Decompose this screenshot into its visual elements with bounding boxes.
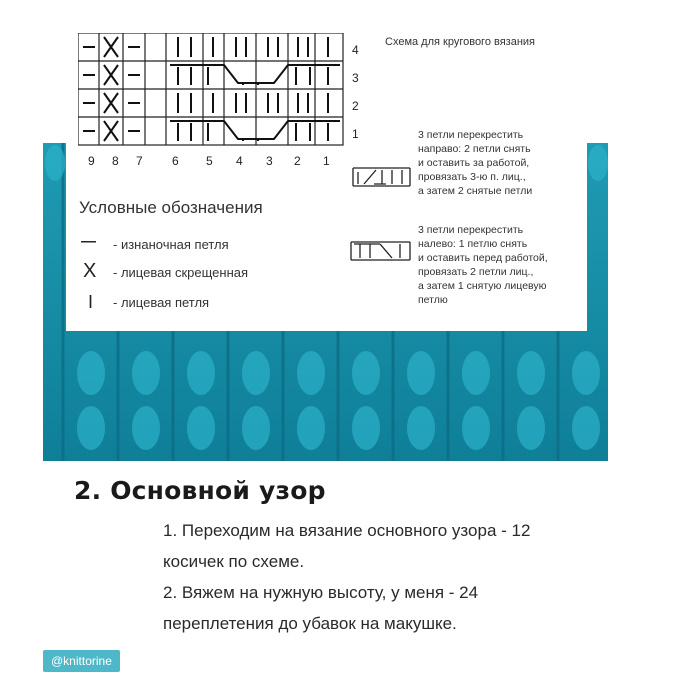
purl-symbol: — <box>81 233 96 250</box>
knitting-chart <box>78 33 368 173</box>
left-cross-icon <box>350 240 412 262</box>
section-title: 2. Основной узор <box>74 476 326 505</box>
author-tag[interactable]: @knittorine <box>43 650 120 672</box>
row-number: 2 <box>352 99 359 113</box>
note-line: провязать 2 петли лиц., <box>418 266 534 278</box>
right-cross-icon <box>352 166 412 188</box>
note-line: петлю <box>418 294 448 306</box>
column-number: 9 <box>88 154 95 168</box>
legend-label-knit: - лицевая петля <box>113 295 210 310</box>
column-number: 2 <box>294 154 301 168</box>
chart-title: Схема для кругового вязания <box>385 36 536 48</box>
note-line: 3 петли перекрестить <box>418 129 524 141</box>
note-left-cross <box>418 223 548 307</box>
column-number: 4 <box>236 154 243 168</box>
column-number: 6 <box>172 154 179 168</box>
row-number: 1 <box>352 127 359 141</box>
row-numbers <box>352 36 364 148</box>
legend-label-purl: - изнаночная петля <box>113 237 229 252</box>
note-line: направо: 2 петли снять <box>418 143 531 155</box>
step-line: 2. Вяжем на нужную высоту, у меня - 24 <box>163 583 479 602</box>
legend-label-twisted: - лицевая скрещенная <box>113 265 249 280</box>
row-number: 3 <box>352 71 359 85</box>
cross-symbol: X <box>83 260 97 282</box>
row-number: 4 <box>352 43 359 57</box>
column-number: 5 <box>206 154 213 168</box>
step-line: переплетения до убавок на макушке. <box>163 614 457 633</box>
note-line: провязать 3-ю п. лиц., <box>418 171 526 183</box>
step-line: 1. Переходим на вязание основного узора - 12 <box>163 521 531 540</box>
legend-heading: Условные обозначения <box>79 198 263 217</box>
step-line: косичек по схеме. <box>163 552 305 571</box>
column-number: 1 <box>323 154 330 168</box>
note-line: а затем 1 снятую лицевую <box>418 280 547 292</box>
note-line: налево: 1 петлю снять <box>418 238 528 250</box>
column-number: 7 <box>136 154 143 168</box>
column-number: 8 <box>112 154 119 168</box>
note-line: 3 петли перекрестить <box>418 224 524 236</box>
column-number: 3 <box>266 154 273 168</box>
knit-symbol: I <box>88 292 94 312</box>
note-line: и оставить перед работой, <box>418 252 548 264</box>
note-line: и оставить за работой, <box>418 157 530 169</box>
note-line: а затем 2 снятые петли <box>418 185 533 197</box>
note-right-cross <box>418 128 532 198</box>
